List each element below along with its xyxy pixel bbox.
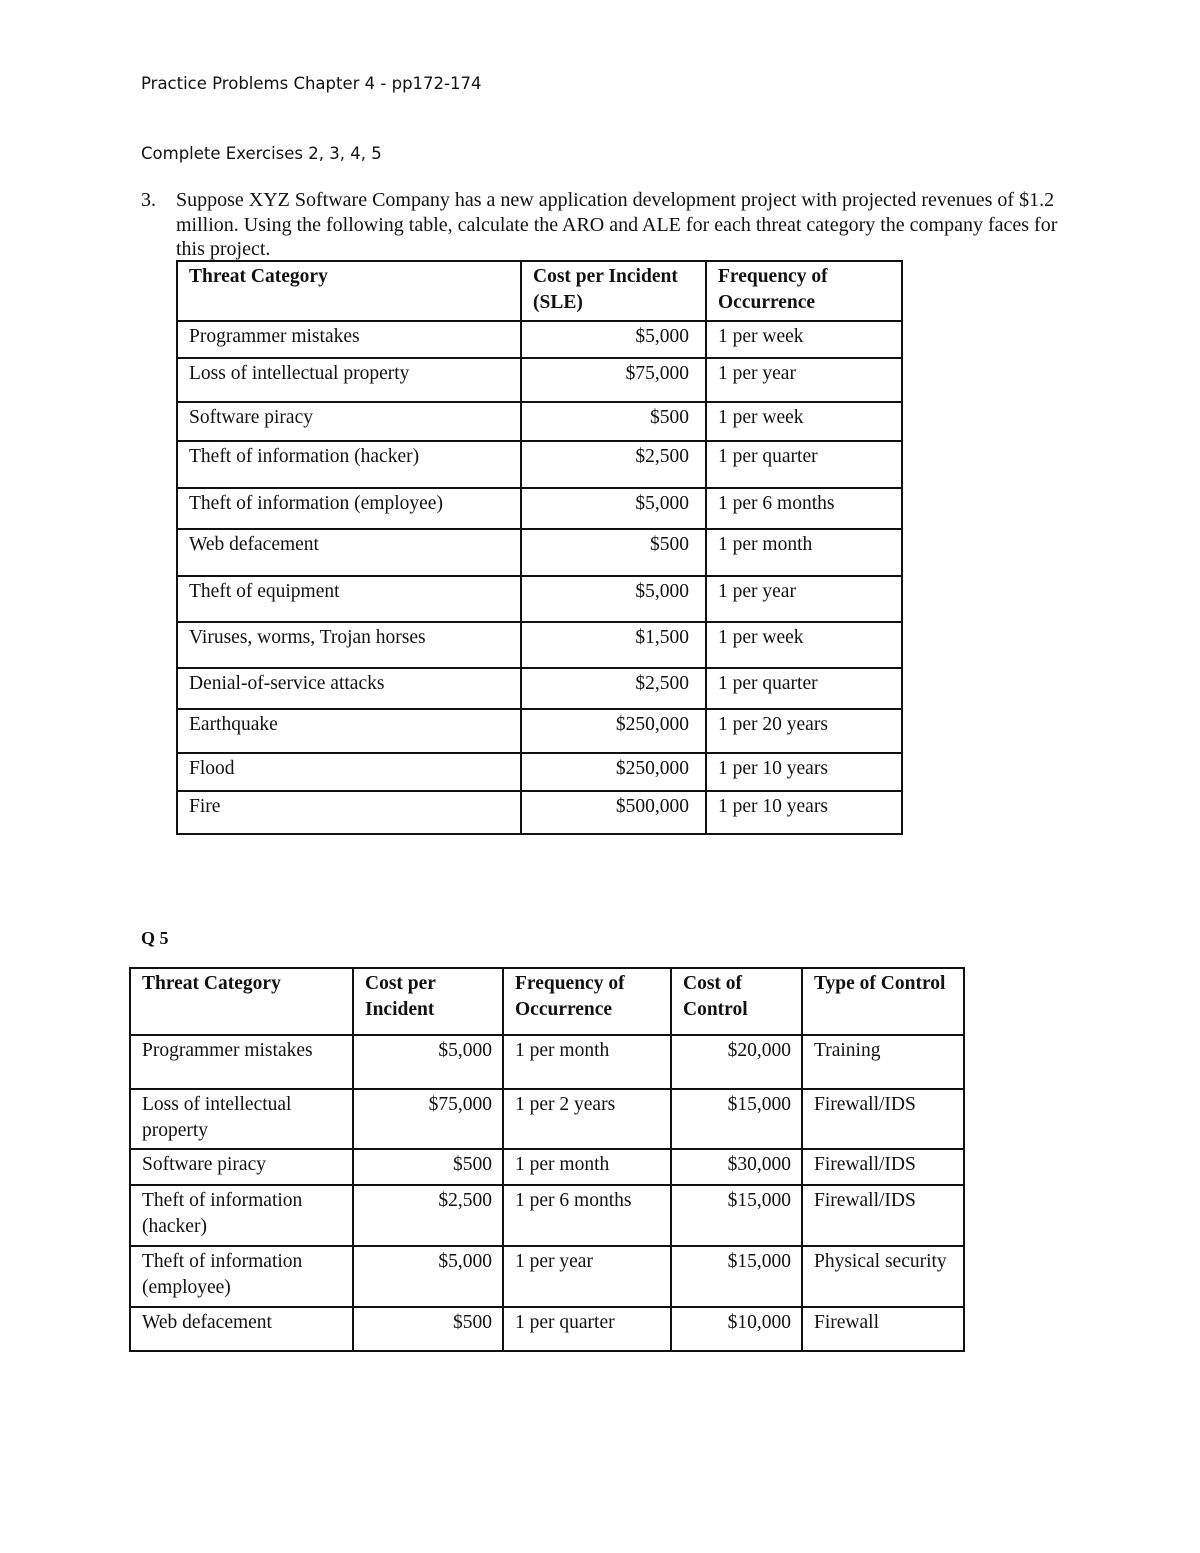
exercises-instruction: Complete Exercises 2, 3, 4, 5 [141, 144, 382, 163]
question-5-label: Q 5 [141, 928, 169, 948]
table-row [177, 488, 902, 529]
header-threat-category: Threat Category [130, 968, 353, 1035]
control-cost-cell: $15,000 [671, 1185, 802, 1246]
table-row [130, 1246, 964, 1307]
control-type-cell: Firewall/IDS [802, 1185, 964, 1246]
threat-category-cell: Theft of equipment [177, 576, 521, 622]
table-row [177, 753, 902, 791]
threat-category-cell: Viruses, worms, Trojan horses [177, 622, 521, 668]
control-cost-cell: $10,000 [671, 1307, 802, 1351]
cost-cell: $5,000 [521, 488, 706, 529]
header-frequency: Frequency of Occurrence [503, 968, 671, 1035]
q3-threat-table [176, 260, 903, 835]
threat-category-cell: Programmer mistakes [177, 321, 521, 358]
cost-cell: $75,000 [353, 1089, 503, 1149]
table-row [177, 441, 902, 488]
header-type-of-control: Type of Control [802, 968, 964, 1035]
control-cost-cell: $30,000 [671, 1149, 802, 1185]
table-row [177, 622, 902, 668]
frequency-cell: 1 per quarter [503, 1307, 671, 1351]
table-row [177, 709, 902, 753]
frequency-cell: 1 per year [503, 1246, 671, 1307]
cost-cell: $2,500 [353, 1185, 503, 1246]
table-row [177, 576, 902, 622]
table-row [130, 1149, 964, 1185]
table-row [177, 321, 902, 358]
threat-category-cell: Loss of intellectual property [130, 1089, 353, 1149]
frequency-cell: 1 per year [706, 358, 902, 402]
frequency-cell: 1 per month [503, 1035, 671, 1089]
cost-cell: $2,500 [521, 441, 706, 488]
threat-category-cell: Theft of information (hacker) [177, 441, 521, 488]
cost-cell: $500 [521, 529, 706, 576]
header-cost-of-control: Cost of Control [671, 968, 802, 1035]
cost-cell: $5,000 [521, 576, 706, 622]
frequency-cell: 1 per 6 months [503, 1185, 671, 1246]
control-type-cell: Physical security [802, 1246, 964, 1307]
question-3 [141, 188, 1081, 262]
control-type-cell: Firewall [802, 1307, 964, 1351]
question-3-number: 3. [141, 189, 156, 211]
frequency-cell: 1 per quarter [706, 668, 902, 709]
threat-category-cell: Loss of intellectual property [177, 358, 521, 402]
header-threat-category: Threat Category [177, 261, 521, 321]
threat-category-cell: Web defacement [130, 1307, 353, 1351]
threat-category-cell: Fire [177, 791, 521, 834]
frequency-cell: 1 per month [503, 1149, 671, 1185]
frequency-cell: 1 per 6 months [706, 488, 902, 529]
threat-category-cell: Earthquake [177, 709, 521, 753]
frequency-cell: 1 per quarter [706, 441, 902, 488]
q5-control-table [129, 967, 965, 1352]
threat-category-cell: Denial-of-service attacks [177, 668, 521, 709]
cost-cell: $75,000 [521, 358, 706, 402]
cost-cell: $5,000 [521, 321, 706, 358]
frequency-cell: 1 per week [706, 402, 902, 441]
table-row [177, 791, 902, 834]
frequency-cell: 1 per 10 years [706, 791, 902, 834]
threat-category-cell: Software piracy [177, 402, 521, 441]
threat-category-cell: Theft of information (hacker) [130, 1185, 353, 1246]
cost-cell: $2,500 [521, 668, 706, 709]
cost-cell: $500 [353, 1307, 503, 1351]
threat-category-cell: Software piracy [130, 1149, 353, 1185]
frequency-cell: 1 per 10 years [706, 753, 902, 791]
threat-category-cell: Programmer mistakes [130, 1035, 353, 1089]
table-row [130, 1035, 964, 1089]
table-row [130, 1089, 964, 1149]
control-cost-cell: $15,000 [671, 1246, 802, 1307]
control-type-cell: Training [802, 1035, 964, 1089]
table-row [177, 358, 902, 402]
cost-cell: $5,000 [353, 1035, 503, 1089]
table-row [177, 529, 902, 576]
threat-category-cell: Web defacement [177, 529, 521, 576]
frequency-cell: 1 per month [706, 529, 902, 576]
control-type-cell: Firewall/IDS [802, 1149, 964, 1185]
cost-cell: $500 [353, 1149, 503, 1185]
cost-cell: $250,000 [521, 753, 706, 791]
page-title: Practice Problems Chapter 4 - pp172-174 [141, 74, 482, 93]
cost-cell: $5,000 [353, 1246, 503, 1307]
cost-cell: $250,000 [521, 709, 706, 753]
header-frequency: Frequency of Occurrence [706, 261, 902, 321]
control-cost-cell: $15,000 [671, 1089, 802, 1149]
table-header-row [130, 968, 964, 1035]
cost-cell: $500 [521, 402, 706, 441]
header-cost-per-incident: Cost per Incident (SLE) [521, 261, 706, 321]
threat-category-cell: Theft of information (employee) [177, 488, 521, 529]
cost-cell: $500,000 [521, 791, 706, 834]
header-cost-per-incident: Cost per Incident [353, 968, 503, 1035]
frequency-cell: 1 per year [706, 576, 902, 622]
table-row [177, 402, 902, 441]
frequency-cell: 1 per week [706, 622, 902, 668]
threat-category-cell: Flood [177, 753, 521, 791]
control-type-cell: Firewall/IDS [802, 1089, 964, 1149]
table-row [130, 1307, 964, 1351]
frequency-cell: 1 per week [706, 321, 902, 358]
cost-cell: $1,500 [521, 622, 706, 668]
control-cost-cell: $20,000 [671, 1035, 802, 1089]
threat-category-cell: Theft of information (employee) [130, 1246, 353, 1307]
table-row [177, 668, 902, 709]
table-row [130, 1185, 964, 1246]
question-3-text: Suppose XYZ Software Company has a new application development project with projected revenues of $1.2 million. Using the following table, calculate the ARO and ALE for each threat category the company faces for this project. [176, 189, 1058, 260]
frequency-cell: 1 per 20 years [706, 709, 902, 753]
frequency-cell: 1 per 2 years [503, 1089, 671, 1149]
table-header-row [177, 261, 902, 321]
